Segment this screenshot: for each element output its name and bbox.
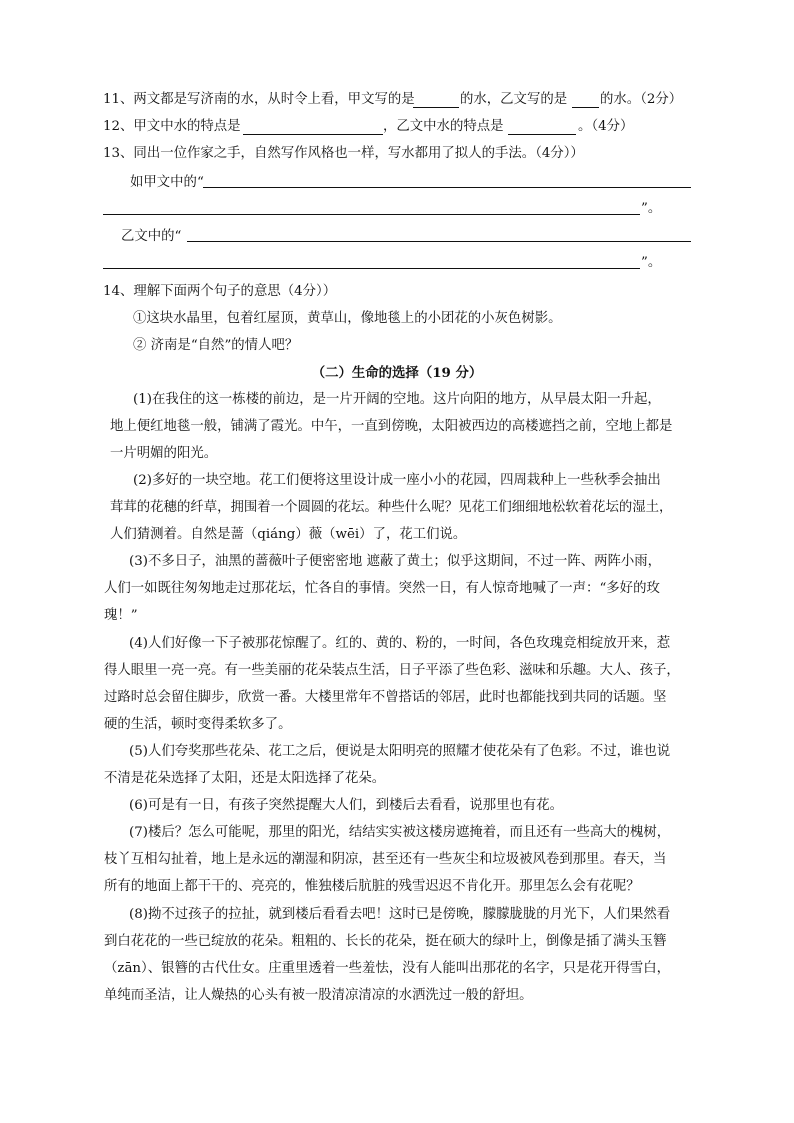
question-14-prompt bbox=[0, 281, 794, 303]
question-11-blank-1[interactable] bbox=[413, 92, 459, 108]
question-13-jia-blank-1[interactable] bbox=[203, 187, 691, 188]
question-14-sentence-2-text: ② 济南是“自然”的情人吧？ bbox=[133, 338, 299, 353]
question-12-blank-1[interactable] bbox=[243, 119, 383, 135]
question-14-prompt-text: 14、理解下面两个句子的意思（4分）） bbox=[103, 284, 337, 299]
paragraph-1-line-2: 地上便红地毯一般，铺满了霞光。中午，一直到傍晚，太阳被西边的高楼遮挡之前，空地上都是 bbox=[110, 419, 673, 434]
question-13-jia-label: 如甲文中的“ bbox=[130, 175, 204, 190]
question-13-yi-close-mark: ”。 bbox=[641, 255, 662, 270]
question-12-text-a: 12、甲文中水的特点是 bbox=[103, 119, 241, 134]
question-11-text-b: 的水，乙文写的是 bbox=[460, 92, 568, 107]
section-title-text: （二）生命的选择（19 分） bbox=[311, 365, 483, 381]
paragraph-7-line-1: (7)楼后？怎么可能呢，那里的阳光，结结实实被这楼房遮掩着，而且还有一些高大的槐树， bbox=[129, 825, 671, 840]
paragraph-7-line-2: 枝丫互相勾扯着，地上是永远的潮湿和阴凉，甚至还有一些灰尘和垃圾被风卷到那里。春天，当 bbox=[104, 852, 667, 867]
question-13-jia-close-mark: ”。 bbox=[641, 201, 662, 216]
question-14-sentence-1-text: ①这块水晶里，包着红屋顶，黄草山，像地毯上的小团花的小灰色树影。 bbox=[133, 311, 562, 326]
paragraph-5-line-2: 不清是花朵选择了太阳，还是太阳选择了花朵。 bbox=[104, 771, 386, 786]
paragraph-7-line-3: 所有的地面上都干干的、亮亮的，惟独楼后肮脏的残雪迟迟不肯化开。那里怎么会有花呢？ bbox=[104, 879, 640, 894]
question-12-text-c: 。（4分） bbox=[578, 119, 634, 134]
question-11 bbox=[0, 89, 794, 111]
question-12-blank-2[interactable] bbox=[508, 119, 576, 135]
question-12-text-b: ，乙文中水的特点是 bbox=[383, 119, 504, 134]
section-title bbox=[0, 362, 794, 384]
paragraph-8-line-2: 到白花花的一些已绽放的花朵。粗粗的、长长的花朵，挺在硕大的绿叶上，倒像是插了满头玉簪 bbox=[104, 934, 667, 949]
paragraph-1-line-1: (1)在我住的这一栋楼的前边，是一片开阔的空地。这片向阳的地方，从早晨太阳一升起， bbox=[133, 392, 661, 407]
question-12 bbox=[0, 116, 794, 138]
paragraph-8-line-4: 单纯而圣洁，让人燥热的心头有被一股清凉清凉的水洒洗过一般的舒坦。 bbox=[104, 988, 533, 1003]
paragraph-2-line-1: (2)多好的一块空地。花工们便将这里设计成一座小小的花园，四周栽种上一些秋季会抽出 bbox=[133, 473, 661, 488]
paragraph-5-line-1: (5)人们夸奖那些花朵、花工之后，便说是太阳明亮的照耀才使花朵有了色彩。不过，谁也说 bbox=[129, 744, 671, 759]
paragraph-3-line-2: 人们一如既往匆匆地走过那花坛，忙各自的事情。突然一日，有人惊奇地喊了一声：“多好的玫 bbox=[104, 581, 660, 596]
question-11-text-c: 的水。（2分） bbox=[600, 92, 683, 107]
paragraph-8-line-1: (8)拗不过孩子的拉扯，就到楼后看看去吧！这时已是傍晚，朦朦胧胧的月光下，人们果然看 bbox=[129, 907, 671, 922]
question-11-text-a: 11、两文都是写济南的水，从时令上看，甲文写的是 bbox=[103, 92, 415, 107]
question-13-yi-line bbox=[0, 226, 794, 248]
paragraph-4-line-3: 过路时总会留住脚步，欣赏一番。大楼里常年不曾搭话的邻居，此时也都能找到共同的话题。坚 bbox=[104, 690, 667, 705]
paragraph-4-line-2: 得人眼里一亮一亮。有一些美丽的花朵装点生活，日子平添了些色彩、滋味和乐趣。大人、孩子， bbox=[104, 663, 680, 678]
paragraph-1-line-3: 一片明媚的阳光。 bbox=[110, 446, 218, 461]
paragraph-2-line-2: 茸茸的花穗的纤草，拥围着一个圆圆的花坛。种些什么呢？见花工们细细地松软着花坛的湿土， bbox=[110, 500, 673, 515]
question-11-blank-2[interactable] bbox=[572, 92, 599, 108]
question-13-yi-close bbox=[0, 252, 794, 274]
question-14-sentence-1 bbox=[0, 308, 794, 330]
question-13-jia-line bbox=[0, 172, 794, 194]
question-13-yi-label: 乙文中的“ bbox=[121, 229, 182, 244]
question-13-jia-close bbox=[0, 198, 794, 220]
paragraph-6-line-1: (6)可是有一日，有孩子突然提醒大人们，到楼后去看看，说那里也有花。 bbox=[129, 798, 564, 813]
paragraph-4-line-4: 硬的生活，顿时变得柔软多了。 bbox=[104, 717, 292, 732]
question-13-yi-blank-1[interactable] bbox=[187, 241, 691, 242]
paragraph-8-line-3: （zān）、银簪的古代仕女。庄重里透着一些羞怯，没有人能叫出那花的名字，只是花开得雪白， bbox=[104, 961, 670, 976]
question-14-sentence-2 bbox=[0, 335, 794, 357]
question-13-prompt-text: 13、同出一位作家之手，自然写作风格也一样，写水都用了拟人的手法。（4分）） bbox=[103, 146, 584, 161]
paragraph-3-line-3: 瑰！” bbox=[104, 608, 138, 623]
paragraph-3-line-1: (3)不多日子，油黑的蔷薇叶子便密密地 遮蔽了黄土；似乎这期间，不过一阵、两阵小雨， bbox=[129, 554, 662, 569]
paragraph-4-line-1: (4)人们好像一下子被那花惊醒了。红的、黄的、粉的，一时间，各色玫瑰竞相绽放开来，惹 bbox=[129, 636, 671, 651]
question-13-prompt bbox=[0, 143, 794, 165]
paragraph-2-line-3: 人们猜测着。自然是蔷（qiáng）薇（wēi）了，花工们说。 bbox=[110, 527, 467, 542]
